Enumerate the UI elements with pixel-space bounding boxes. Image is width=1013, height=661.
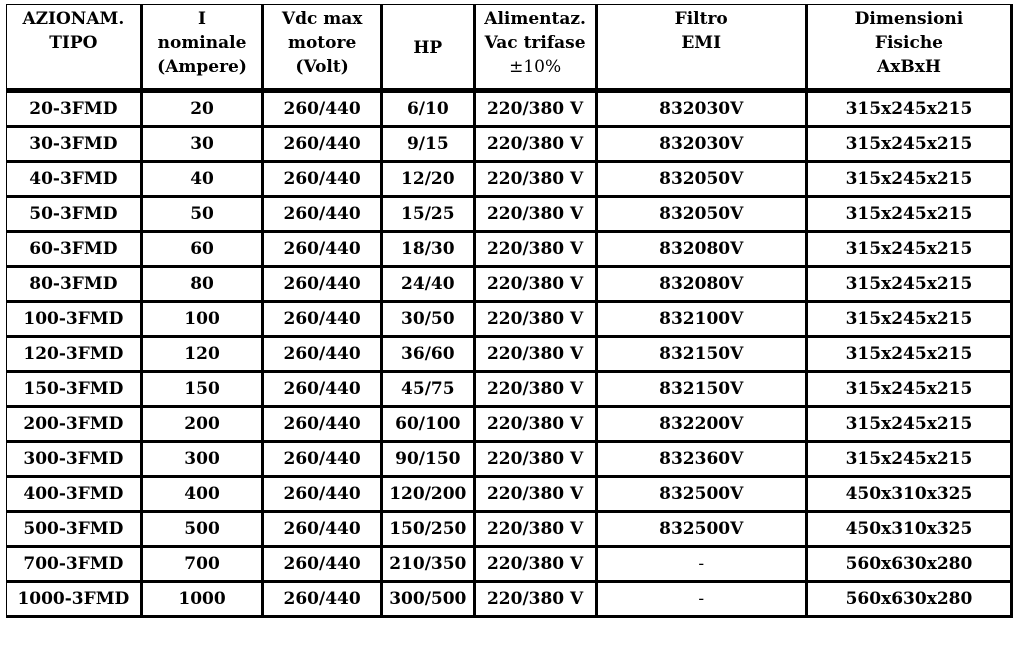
table-cell: 832080V xyxy=(598,268,808,303)
table-cell: 60/100 xyxy=(383,408,476,443)
header-line: I xyxy=(198,9,206,29)
table-cell: 150-3FMD xyxy=(6,373,143,408)
table-cell: 260/440 xyxy=(264,513,383,548)
table-cell: 300/500 xyxy=(383,583,476,618)
table-cell: 36/60 xyxy=(383,338,476,373)
table-cell: 832150V xyxy=(598,338,808,373)
table-cell: 260/440 xyxy=(264,583,383,618)
header-line: Vdc max xyxy=(281,9,363,29)
table-row xyxy=(6,233,1013,268)
table-cell: 18/30 xyxy=(383,233,476,268)
table-cell: 832500V xyxy=(598,478,808,513)
table-cell: 260/440 xyxy=(264,303,383,338)
table-cell: 50 xyxy=(143,198,265,233)
table-cell: 260/440 xyxy=(264,128,383,163)
table-row xyxy=(6,478,1013,513)
table-row xyxy=(6,268,1013,303)
header-line: Dimensioni xyxy=(854,9,964,29)
header-line: Filtro xyxy=(674,9,728,29)
table-cell: 832050V xyxy=(598,163,808,198)
header-type xyxy=(6,4,143,93)
table-cell: 260/440 xyxy=(264,408,383,443)
table-cell: 560x630x280 xyxy=(808,583,1013,618)
header-voltage xyxy=(264,4,383,93)
table-cell: 120 xyxy=(143,338,265,373)
table-cell: 315x245x215 xyxy=(808,128,1013,163)
table-cell: 150/250 xyxy=(383,513,476,548)
header-line: ±10% xyxy=(509,57,562,77)
table-cell: 40 xyxy=(143,163,265,198)
table-cell: 40-3FMD xyxy=(6,163,143,198)
table-cell: 200 xyxy=(143,408,265,443)
table-cell: - xyxy=(598,548,808,583)
table-cell: 315x245x215 xyxy=(808,408,1013,443)
table-cell: 450x310x325 xyxy=(808,478,1013,513)
table-cell: 9/15 xyxy=(383,128,476,163)
table-cell: 260/440 xyxy=(264,198,383,233)
header-line: nominale xyxy=(157,33,247,53)
table-cell: 100 xyxy=(143,303,265,338)
table-cell: 560x630x280 xyxy=(808,548,1013,583)
table-cell: 260/440 xyxy=(264,478,383,513)
table-cell: - xyxy=(598,583,808,618)
table-cell: 220/380 V xyxy=(476,408,598,443)
table-cell: 220/380 V xyxy=(476,128,598,163)
table-cell: 150 xyxy=(143,373,265,408)
table-cell: 45/75 xyxy=(383,373,476,408)
table-cell: 220/380 V xyxy=(476,478,598,513)
table-cell: 260/440 xyxy=(264,548,383,583)
table-cell: 832050V xyxy=(598,198,808,233)
table-cell: 220/380 V xyxy=(476,303,598,338)
table-row xyxy=(6,338,1013,373)
table-cell: 832200V xyxy=(598,408,808,443)
header-line: Fisiche xyxy=(874,33,943,53)
table-row xyxy=(6,513,1013,548)
table-row xyxy=(6,408,1013,443)
table-cell: 220/380 V xyxy=(476,338,598,373)
header-dimensions xyxy=(808,4,1013,93)
table-cell: 80-3FMD xyxy=(6,268,143,303)
table-cell: 260/440 xyxy=(264,93,383,128)
table-row xyxy=(6,303,1013,338)
table-cell: 200-3FMD xyxy=(6,408,143,443)
table-cell: 220/380 V xyxy=(476,233,598,268)
table-row xyxy=(6,583,1013,618)
header-line: HP xyxy=(413,37,443,58)
table-cell: 315x245x215 xyxy=(808,373,1013,408)
header-line: (Volt) xyxy=(295,57,349,77)
table-cell: 220/380 V xyxy=(476,513,598,548)
table-cell: 700-3FMD xyxy=(6,548,143,583)
header-line: Alimentaz. xyxy=(484,9,586,29)
drive-spec-table xyxy=(6,4,1013,618)
table-row xyxy=(6,443,1013,478)
table-cell: 220/380 V xyxy=(476,443,598,478)
table-row xyxy=(6,163,1013,198)
table-cell: 24/40 xyxy=(383,268,476,303)
header-line: motore xyxy=(287,33,357,53)
table-cell: 315x245x215 xyxy=(808,198,1013,233)
table-cell: 832150V xyxy=(598,373,808,408)
table-cell: 30/50 xyxy=(383,303,476,338)
table-cell: 450x310x325 xyxy=(808,513,1013,548)
table-cell: 260/440 xyxy=(264,268,383,303)
table-cell: 12/20 xyxy=(383,163,476,198)
table-cell: 220/380 V xyxy=(476,163,598,198)
table-cell: 832030V xyxy=(598,128,808,163)
table-cell: 260/440 xyxy=(264,338,383,373)
table-cell: 832030V xyxy=(598,93,808,128)
table-cell: 60 xyxy=(143,233,265,268)
table-cell: 500 xyxy=(143,513,265,548)
table-cell: 315x245x215 xyxy=(808,443,1013,478)
table-cell: 120-3FMD xyxy=(6,338,143,373)
header-supply xyxy=(476,4,598,93)
table-cell: 20 xyxy=(143,93,265,128)
table-cell: 260/440 xyxy=(264,233,383,268)
table-cell: 220/380 V xyxy=(476,548,598,583)
header-row xyxy=(6,4,1013,93)
table-cell: 315x245x215 xyxy=(808,233,1013,268)
table-header xyxy=(6,4,1013,93)
table-cell: 315x245x215 xyxy=(808,163,1013,198)
table-cell: 260/440 xyxy=(264,163,383,198)
header-hp xyxy=(383,4,476,93)
header-current xyxy=(143,4,265,93)
table-cell: 220/380 V xyxy=(476,93,598,128)
table-cell: 6/10 xyxy=(383,93,476,128)
table-cell: 315x245x215 xyxy=(808,338,1013,373)
header-line: (Ampere) xyxy=(157,57,247,77)
table-cell: 90/150 xyxy=(383,443,476,478)
header-line: AZIONAM. xyxy=(22,9,125,29)
table-cell: 60-3FMD xyxy=(6,233,143,268)
table-cell: 832080V xyxy=(598,233,808,268)
header-line: TIPO xyxy=(49,33,98,53)
table-cell: 832500V xyxy=(598,513,808,548)
table-cell: 30 xyxy=(143,128,265,163)
table-cell: 832100V xyxy=(598,303,808,338)
table-row xyxy=(6,198,1013,233)
table-row xyxy=(6,93,1013,128)
table-cell: 400-3FMD xyxy=(6,478,143,513)
table-cell: 1000 xyxy=(143,583,265,618)
table-cell: 1000-3FMD xyxy=(6,583,143,618)
table-cell: 260/440 xyxy=(264,373,383,408)
table-cell: 210/350 xyxy=(383,548,476,583)
table-cell: 220/380 V xyxy=(476,198,598,233)
table-cell: 220/380 V xyxy=(476,583,598,618)
table-cell: 315x245x215 xyxy=(808,303,1013,338)
table-row xyxy=(6,128,1013,163)
table-cell: 15/25 xyxy=(383,198,476,233)
header-line: EMI xyxy=(681,33,722,53)
table-cell: 832360V xyxy=(598,443,808,478)
table-cell: 300 xyxy=(143,443,265,478)
table-cell: 80 xyxy=(143,268,265,303)
table-body xyxy=(6,93,1013,618)
table-cell: 315x245x215 xyxy=(808,93,1013,128)
table-cell: 100-3FMD xyxy=(6,303,143,338)
table-cell: 220/380 V xyxy=(476,268,598,303)
table-cell: 220/380 V xyxy=(476,373,598,408)
header-filter xyxy=(598,4,808,93)
table-cell: 500-3FMD xyxy=(6,513,143,548)
header-line: Vac trifase xyxy=(484,33,586,53)
header-line: AxBxH xyxy=(877,57,941,77)
table-cell: 315x245x215 xyxy=(808,268,1013,303)
table-row xyxy=(6,373,1013,408)
table-cell: 120/200 xyxy=(383,478,476,513)
table-row xyxy=(6,548,1013,583)
table-cell: 30-3FMD xyxy=(6,128,143,163)
table-cell: 50-3FMD xyxy=(6,198,143,233)
table-cell: 400 xyxy=(143,478,265,513)
table-cell: 300-3FMD xyxy=(6,443,143,478)
table-cell: 700 xyxy=(143,548,265,583)
table-cell: 20-3FMD xyxy=(6,93,143,128)
table-cell: 260/440 xyxy=(264,443,383,478)
